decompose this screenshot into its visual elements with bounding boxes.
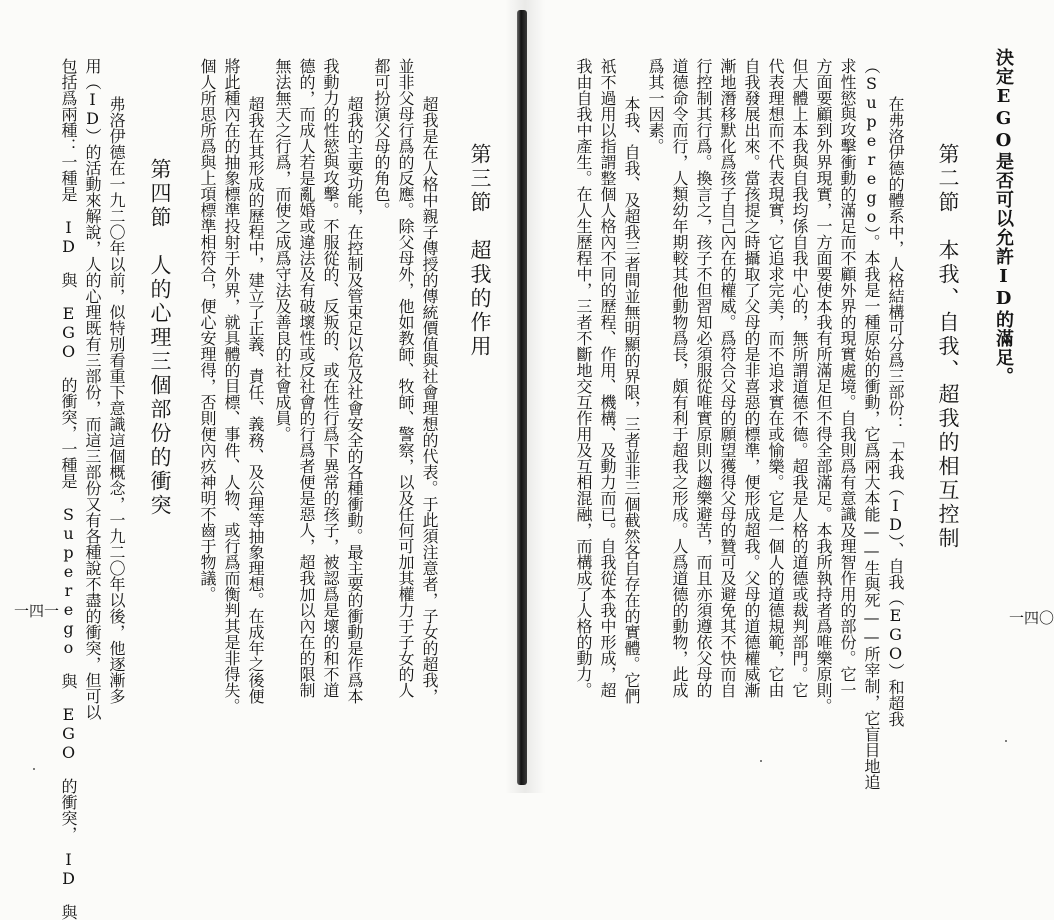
section-2-heading: 第二節 本我、自我、超我的相互控制: [936, 143, 960, 551]
right-page-number: 一四〇: [1009, 609, 1054, 627]
section-4-heading: 第四節 人的心理三個部份的衝突: [148, 158, 172, 518]
right-page: [531, 0, 1054, 793]
right-column-6: 代表理想而不代表現實，它追求完美，而不追求實在或愉樂。它是一個人的道德規範，它由: [766, 58, 785, 698]
right-column-11: 爲其一因素。: [646, 58, 665, 154]
section-3-heading: 第三節 超我的作用: [468, 143, 492, 359]
right-column-2: （Superego）。本我是一種原始的衝動，它爲兩大本能——生與死——所宰制，它盲目地追: [862, 58, 881, 790]
right-column-8: 漸地潛移默化爲孩子自己內在的權威。爲符合父母的願望獲得父母的贊可及避免其不快而自: [718, 58, 737, 698]
left-page: [0, 0, 515, 920]
section-4-column-2: 用（ID）的活動來解說，人的心理既有三部份，而這三部份又有各種說不盡的衝突，但可以: [83, 58, 102, 720]
right-column-3: 求性慾與攻擊衝動的滿足而不顧外界的現實處境。自我則爲有意識及理智作用的部份。它一: [838, 58, 857, 698]
section-3-column-8: 超我在其形成的歷程中，建立了正義、責任、義務、及公理等抽象理想。在成年之後便: [246, 96, 265, 704]
right-top-line: 決定EGO是否可以允許ID的滿足。: [993, 48, 1014, 386]
right-column-13: 祇不過用以指謂整個人格內不同的歷程、作用、機構、及動力而已。自我從本我中形成，超: [598, 58, 617, 698]
section-3-column-9: 將此種內在的抽象標準投射于外界，就具體的目標、事件、人物、或行爲而衡判其是非得失。: [222, 58, 241, 714]
section-3-column-10: 個人所思所爲與上項標準相符合，便心安理得，否則便內疚神明不齒于物議。: [198, 58, 217, 602]
right-column-12: 本我、自我、及超我三者間並無明顯的界限，三者並非三個截然各自存在的實體。它們: [622, 96, 641, 704]
right-column-1: 在弗洛伊德的體系中，人格結構可分爲三部份：「本我（ID）、自我（EGO）和超我: [886, 96, 905, 727]
section-3-column-4: 超我的主要功能，在控制及管束足以危及社會安全的各種衝動。最主要的衝動是作爲本: [345, 96, 364, 704]
section-3-column-3: 都可扮演父母的角色。: [372, 58, 391, 218]
section-3-column-1: 超我是在人格中親子傳授的傳統價值與社會理想的代表。于此須注意者，子女的超我，: [420, 96, 439, 704]
right-column-9: 行控制其行爲。換言之，孩子不但習知必須服從唯實原則以趨樂避苦，而且亦須遵依父母的: [694, 58, 713, 698]
right-column-5: 但大體上本我與自我均係自我中心的，無所謂道德不德。超我是人格的道德或裁判部門。它: [790, 58, 809, 698]
section-3-column-7: 無法無天之行爲，而使之成爲守法及善良的社會成員。: [273, 58, 292, 442]
right-column-4: 方面要顧到外界現實，一方面要使本我有所滿足但不得全部滿足。本我所執持者爲唯樂原則。: [814, 58, 833, 714]
section-3-column-2: 並非父母行爲的反應。除父母外，他如教師、牧師、警察，以及任何可加其權力于子女的人: [396, 58, 415, 698]
section-3-column-6: 德的，而成人若是亂婚或違法及有破壞性或反社會的行爲者便是惡人，超我加以內在的限制: [297, 58, 316, 698]
book-spine: [517, 10, 527, 785]
right-column-14: 我由自我中產生。在人生歷程中，三者不斷地交互作用及互相混融，而構成了人格的動力。: [574, 58, 593, 698]
left-page-number: 一四一: [14, 602, 60, 620]
section-4-column-1: 弗洛伊德在一九二〇年以前，似特別看重下意識這個概念，一九二〇年以後，他逐漸多: [107, 96, 126, 704]
right-column-10: 道德命令而行，人類幼年期較其他動物爲長，頗有利于超我之形成。人爲道德的動物，此成: [670, 58, 689, 698]
section-4-column-3: 包括爲兩種：一種是 ID 與 EGO 的衝突，一種是 Superego 與 EGO 的衝突， ID 與: [59, 58, 78, 920]
section-3-column-5: 我動力的性慾與攻擊。不服從的、反叛的、或在性行爲下異常的孩子，被認爲是壞的和不道: [321, 58, 340, 698]
right-column-7: 自我發展出來。當孩提之時攝取了父母的是非喜惡的標準，便形成超我。父母的道德權威漸: [742, 58, 761, 698]
